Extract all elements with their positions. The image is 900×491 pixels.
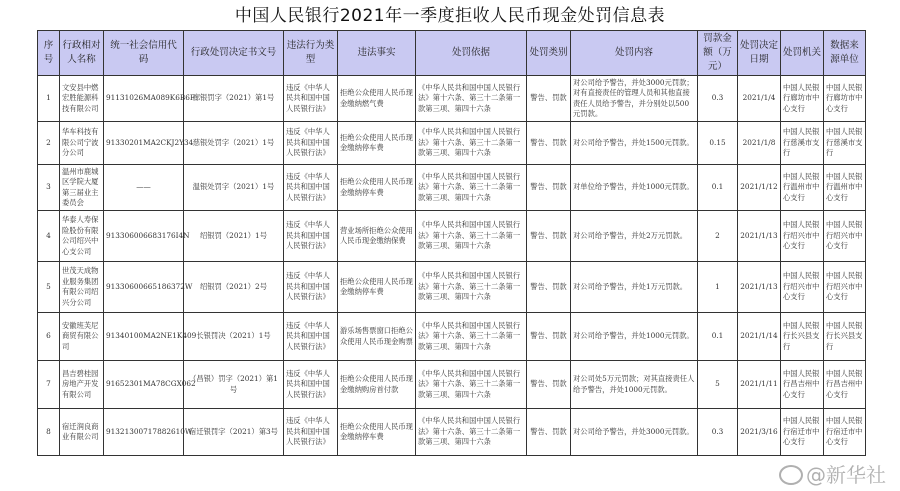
cell-penalty-authority: 中国人民银行廊坊市中心支行 — [781, 76, 824, 122]
cell-party-name: 文安县中燃宏胜能源科技有限公司 — [60, 76, 104, 122]
cell-violation-facts: 拒绝公众使用人民币现金缴纳停车费 — [338, 165, 416, 211]
column-header-seq: 序号 — [38, 31, 60, 76]
cell-penalty-category: 警告、罚款 — [527, 211, 571, 262]
table-row — [38, 409, 866, 456]
cell-decision-date: 2021/1/14 — [738, 313, 781, 361]
watermark-text: @新华社 — [806, 463, 886, 487]
cell-party-name: 温州市鹿城区学院大厦第三届业主委员会 — [60, 165, 104, 211]
cell-fine-amount: 0.3 — [698, 409, 738, 456]
cell-legal-basis: 《中华人民共和国中国人民银行法》第十六条、第三十二条第一款第三项、第四十六条 — [416, 409, 527, 456]
cell-violation-type: 违反《中华人民共和国中国人民银行法》 — [284, 262, 338, 313]
cell-violation-facts: 游乐场售票窗口拒绝公众使用人民币现金购票 — [338, 313, 416, 361]
cell-seq: 3 — [38, 165, 60, 211]
cell-fine-amount: 1 — [698, 262, 738, 313]
cell-data-source: 中国人民银行绍兴市中心支行 — [824, 211, 866, 262]
column-header-data-source: 数据来源单位 — [824, 31, 866, 76]
table-row — [38, 211, 866, 262]
cell-violation-facts: 营业场所拒绝公众使用人民币现金缴纳保费 — [338, 211, 416, 262]
column-header-violation-facts: 违法事实 — [338, 31, 416, 76]
cell-decision-date: 2021/1/13 — [738, 262, 781, 313]
cell-decision-number: 宿迁银罚字（2021）第3号 — [184, 409, 284, 456]
watermark — [779, 463, 886, 487]
table-row — [38, 262, 866, 313]
cell-decision-number: 长银罚决（2021）1号 — [184, 313, 284, 361]
cell-seq: 1 — [38, 76, 60, 122]
cell-data-source: 中国人民银行宿迁市中心支行 — [824, 409, 866, 456]
cell-violation-facts: 拒绝公众使用人民币现金缴纳停车费 — [338, 409, 416, 456]
cell-credit-code: 91131026MA089K6B6F — [104, 76, 184, 122]
cell-legal-basis: 《中华人民共和国中国人民银行法》第十六条、第三十二条第一款第三项、第四十六条 — [416, 165, 527, 211]
cell-party-name: 昌吉碧桂园房地产开发有限公司 — [60, 361, 104, 409]
cell-violation-type: 违反《中华人民共和国中国人民银行法》 — [284, 313, 338, 361]
cell-penalty-category: 警告、罚款 — [527, 409, 571, 456]
cell-decision-number: 绍银罚（2021）2号 — [184, 262, 284, 313]
cell-legal-basis: 《中华人民共和国中国人民银行法》第十六条、第三十二条第一款第三项、第四十六条 — [416, 211, 527, 262]
cell-penalty-category: 警告、罚款 — [527, 76, 571, 122]
cell-penalty-content: 对公司给予警告，并处3000元罚款。 — [571, 409, 698, 456]
cell-data-source: 中国人民银行长兴县支行 — [824, 313, 866, 361]
cell-party-name: 安徽班芙尼商贸有限公司 — [60, 313, 104, 361]
cell-party-name: 华车科技有限公司宁波分公司 — [60, 122, 104, 165]
cell-seq: 7 — [38, 361, 60, 409]
cell-penalty-content: 对公司处5万元罚款；对其直接责任人给予警告，并处1000元罚款。 — [571, 361, 698, 409]
cell-party-name: 世茂天成物业服务集团有限公司绍兴分公司 — [60, 262, 104, 313]
cell-seq: 5 — [38, 262, 60, 313]
cell-credit-code: 91330600665186372W — [104, 262, 184, 313]
cell-party-name: 宿迁润良商业有限公司 — [60, 409, 104, 456]
column-header-penalty-content: 处罚内容 — [571, 31, 698, 76]
cell-penalty-content: 对公司给予警告，并处1万元罚款。 — [571, 262, 698, 313]
cell-legal-basis: 《中华人民共和国中国人民银行法》第十六条、第三十二条第一款第三项、第四十六条 — [416, 361, 527, 409]
weibo-icon — [779, 465, 803, 485]
cell-penalty-content: 对公司给予警告，并处3000元罚款；对有直接责任的管理人员和其他直接责任人员给予警告，并分别处以500元罚款。 — [571, 76, 698, 122]
cell-credit-code: 91340100MA2NE1K409 — [104, 313, 184, 361]
cell-party-name: 华泰人寿保险股份有限公司绍兴中心支公司 — [60, 211, 104, 262]
cell-violation-facts: 拒绝公众使用人民币现金缴纳停车费 — [338, 262, 416, 313]
cell-penalty-authority: 中国人民银行绍兴市中心支行 — [781, 262, 824, 313]
cell-decision-number: 慈银处罚字（2021）1号 — [184, 122, 284, 165]
column-header-legal-basis: 处罚依据 — [416, 31, 527, 76]
cell-penalty-authority: 中国人民银行慈溪市支行 — [781, 122, 824, 165]
cell-legal-basis: 《中华人民共和国中国人民银行法》第十六条、第三十二条第一款第三项、第四十六条 — [416, 313, 527, 361]
cell-credit-code: 913306006683176I4N — [104, 211, 184, 262]
cell-penalty-content: 对公司给予警告，并处1000元罚款。 — [571, 313, 698, 361]
cell-violation-type: 违反《中华人民共和国中国人民银行法》 — [284, 122, 338, 165]
cell-data-source: 中国人民银行廊坊市中心支行 — [824, 76, 866, 122]
cell-penalty-content: 对公司给予警告，并处1500元罚款。 — [571, 122, 698, 165]
cell-decision-number: 温银处罚字（2021）1号 — [184, 165, 284, 211]
cell-violation-facts: 拒绝公众使用人民币现金缴纳停车费 — [338, 122, 416, 165]
cell-fine-amount: 5 — [698, 361, 738, 409]
column-header-fine-amount: 罚款金额（万元） — [698, 31, 738, 76]
cell-violation-type: 违反《中华人民共和国中国人民银行法》 — [284, 165, 338, 211]
cell-violation-type: 违反《中华人民共和国中国人民银行法》 — [284, 76, 338, 122]
table-row — [38, 313, 866, 361]
column-header-decision-date: 处罚决定日期 — [738, 31, 781, 76]
cell-penalty-category: 警告、罚款 — [527, 313, 571, 361]
cell-violation-type: 违反《中华人民共和国中国人民银行法》 — [284, 361, 338, 409]
cell-seq: 8 — [38, 409, 60, 456]
table-row — [38, 165, 866, 211]
cell-penalty-authority: 中国人民银行绍兴市中心支行 — [781, 211, 824, 262]
cell-penalty-category: 警告、罚款 — [527, 262, 571, 313]
cell-penalty-content: 对公司给予警告，并处2万元罚款。 — [571, 211, 698, 262]
column-header-credit-code: 统一社会信用代码 — [104, 31, 184, 76]
cell-penalty-category: 警告、罚款 — [527, 122, 571, 165]
column-header-penalty-authority: 处罚机关 — [781, 31, 824, 76]
column-header-penalty-category: 处罚类别 — [527, 31, 571, 76]
cell-legal-basis: 《中华人民共和国中国人民银行法》第十六条、第三十二条第一款第三项、第四十六条 — [416, 76, 527, 122]
cell-credit-code: 91652301MA78CGX062 — [104, 361, 184, 409]
cell-penalty-category: 警告、罚款 — [527, 165, 571, 211]
cell-penalty-authority: 中国人民银行长兴县支行 — [781, 313, 824, 361]
cell-violation-facts: 拒绝公众使用人民币现金缴纳燃气费 — [338, 76, 416, 122]
cell-fine-amount: 0.15 — [698, 122, 738, 165]
cell-legal-basis: 《中华人民共和国中国人民银行法》第十六条、第三十二条第一款第三项、第四十六条 — [416, 122, 527, 165]
page-title: 中国人民银行2021年一季度拒收人民币现金处罚信息表 — [234, 6, 666, 26]
penalty-table — [37, 30, 866, 456]
cell-credit-code: —— — [104, 165, 184, 211]
cell-decision-date: 2021/3/16 — [738, 409, 781, 456]
table-row — [38, 122, 866, 165]
cell-penalty-authority: 中国人民银行宿迁市中心支行 — [781, 409, 824, 456]
cell-penalty-content: 对单位给予警告，并处1000元罚款。 — [571, 165, 698, 211]
cell-decision-date: 2021/1/4 — [738, 76, 781, 122]
cell-decision-date: 2021/1/8 — [738, 122, 781, 165]
table-row — [38, 76, 866, 122]
cell-seq: 2 — [38, 122, 60, 165]
cell-penalty-authority: 中国人民银行温州市中心支行 — [781, 165, 824, 211]
cell-legal-basis: 《中华人民共和国中国人民银行法》第十六条、第三十二条第一款第三项、第四十六条 — [416, 262, 527, 313]
cell-decision-date: 2021/1/13 — [738, 211, 781, 262]
cell-data-source: 中国人民银行慈溪市支行 — [824, 122, 866, 165]
cell-decision-number: （昌银）罚字（2021）第1号 — [184, 361, 284, 409]
cell-seq: 6 — [38, 313, 60, 361]
column-header-violation-type: 违法行为类型 — [284, 31, 338, 76]
cell-penalty-category: 警告、罚款 — [527, 361, 571, 409]
table-header-row — [38, 31, 866, 76]
cell-credit-code: 91330201MA2CKJ2Y34 — [104, 122, 184, 165]
table-row — [38, 361, 866, 409]
column-header-party-name: 行政相对人名称 — [60, 31, 104, 76]
cell-credit-code: 91321300717882610W — [104, 409, 184, 456]
cell-decision-number: 绍银罚（2021）1号 — [184, 211, 284, 262]
cell-data-source: 中国人民银行昌吉州中心支行 — [824, 361, 866, 409]
cell-fine-amount: 0.3 — [698, 76, 738, 122]
cell-data-source: 中国人民银行绍兴市中心支行 — [824, 262, 866, 313]
cell-violation-type: 违反《中华人民共和国中国人民银行法》 — [284, 409, 338, 456]
cell-fine-amount: 2 — [698, 211, 738, 262]
cell-decision-date: 2021/1/11 — [738, 361, 781, 409]
cell-decision-date: 2021/1/12 — [738, 165, 781, 211]
cell-data-source: 中国人民银行温州市中心支行 — [824, 165, 866, 211]
cell-violation-facts: 拒绝公众使用人民币现金缴纳购房首付款 — [338, 361, 416, 409]
cell-decision-number: 廊银罚字（2021）第1号 — [184, 76, 284, 122]
cell-violation-type: 违反《中华人民共和国中国人民银行法》 — [284, 211, 338, 262]
column-header-decision-number: 行政处罚决定书文号 — [184, 31, 284, 76]
cell-fine-amount: 0.1 — [698, 165, 738, 211]
cell-seq: 4 — [38, 211, 60, 262]
cell-penalty-authority: 中国人民银行昌吉州中心支行 — [781, 361, 824, 409]
cell-fine-amount: 0.1 — [698, 313, 738, 361]
